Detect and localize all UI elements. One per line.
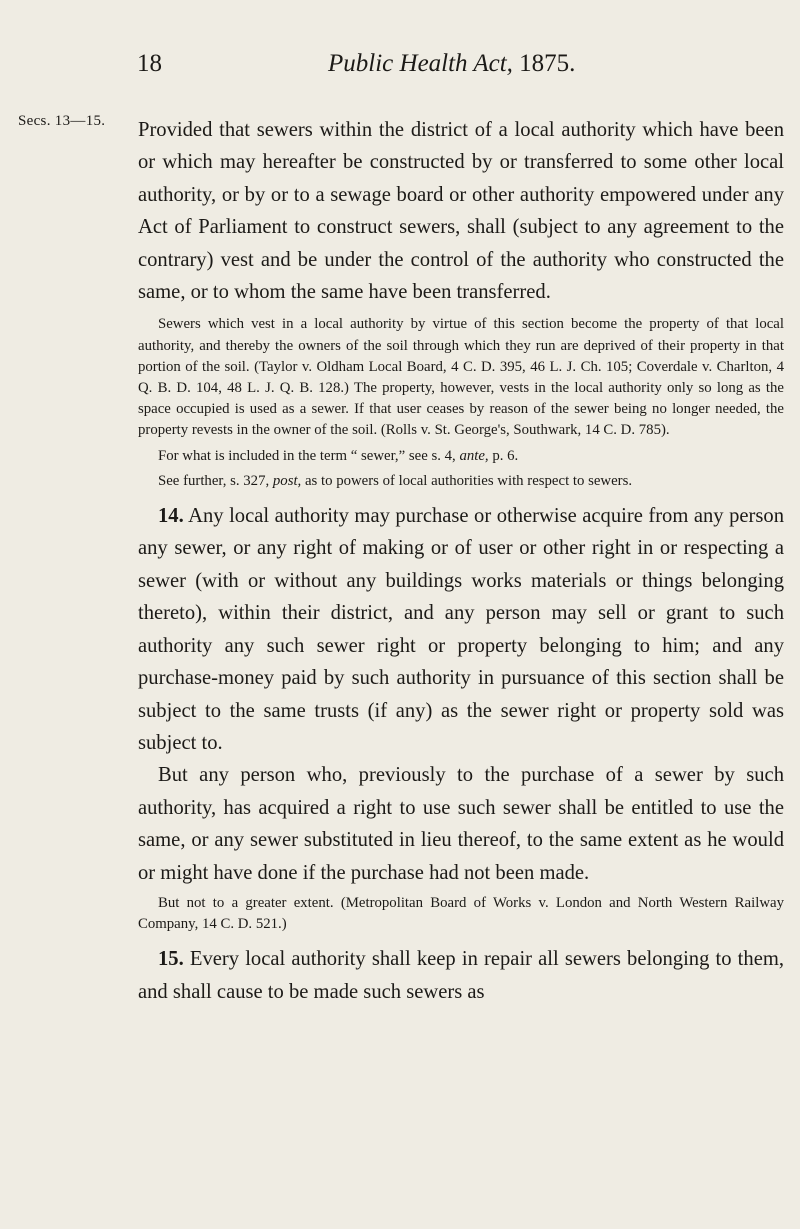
paragraph-proviso: Provided that sewers within the district of a local authority which have been or which may hereafter be constructed by or transferred to some other local authority, or by or to a sewage board or other authority empowered under any Act of Parliament to construct sewers, shall (subject to any agreement to the contrary) vest and be under the control of the authority who constructed the same, or to whom the same have been transferred. bbox=[138, 119, 784, 304]
footnote-sewer-definition: For what is included in the term “ sewer,” see s. 4, ante, p. 6. bbox=[158, 447, 519, 464]
section-15: 15. Every local authority shall keep in repair all sewers belonging to them, and shall cause to be made such sewers as bbox=[138, 948, 785, 1003]
running-title-year: 1875. bbox=[519, 50, 576, 77]
paragraph-prior-rights: But any person who, previously to the purchase of a sewer by such authority, has acquired a right to use such sewer shall be entitled to use the same, or any sewer substituted in lieu thereof, to the same extent as he would or might have done if the purchase had not been made. bbox=[138, 764, 784, 884]
page-number: 18 bbox=[137, 50, 162, 77]
footnote-vesting: Sewers which vest in a local authority by virtue of this section become the property of that local authority, and thereby the owners of the soil through which they run are deprived of their property in that portion of the soil. (Taylor v. Oldham Local Board, 4 C. D. 395, 46 L. J. Ch. 105; Coverdale v. Charlton, 4 Q. B. D. 104, 48 L. J. Q. B. 128.) The property, however, vests in the local authority only so long as the space occupied is used as a sewer. If that user ceases by reason of the sewer being no longer needed, the property revests in the owner of the soil. (Rolls v. St. George's, Southwark, 14 C. D. 785). bbox=[138, 316, 784, 439]
footnote-further: See further, s. 327, post, as to powers of local authorities with respect to sewers. bbox=[158, 472, 633, 489]
section-14: 14. Any local authority may purchase or otherwise acquire from any person any sewer, or any right of making or of user or other right in or respecting a sewer (with or without any buildings works materials or things belonging thereto), within their district, and any person may sell or grant to such authority any such sewer right or property belonging to him; and any purchase-money paid by such authority in pursuance of this section shall be subject to the same trusts (if any) as the sewer right or property sold was subject to. bbox=[138, 505, 784, 754]
section-15-number: 15. bbox=[158, 948, 184, 971]
margin-note: Secs. 13—15. bbox=[18, 113, 106, 129]
running-title: Public Health Act, 1875. bbox=[328, 50, 576, 77]
section-14-number: 14. bbox=[158, 505, 184, 528]
footnote-greater-extent: But not to a greater extent. (Metropolitan Board of Works v. London and North Western Railway Company, 14 C. D. 521.) bbox=[138, 894, 784, 933]
page-header bbox=[0, 50, 800, 90]
page-body bbox=[138, 114, 784, 1008]
